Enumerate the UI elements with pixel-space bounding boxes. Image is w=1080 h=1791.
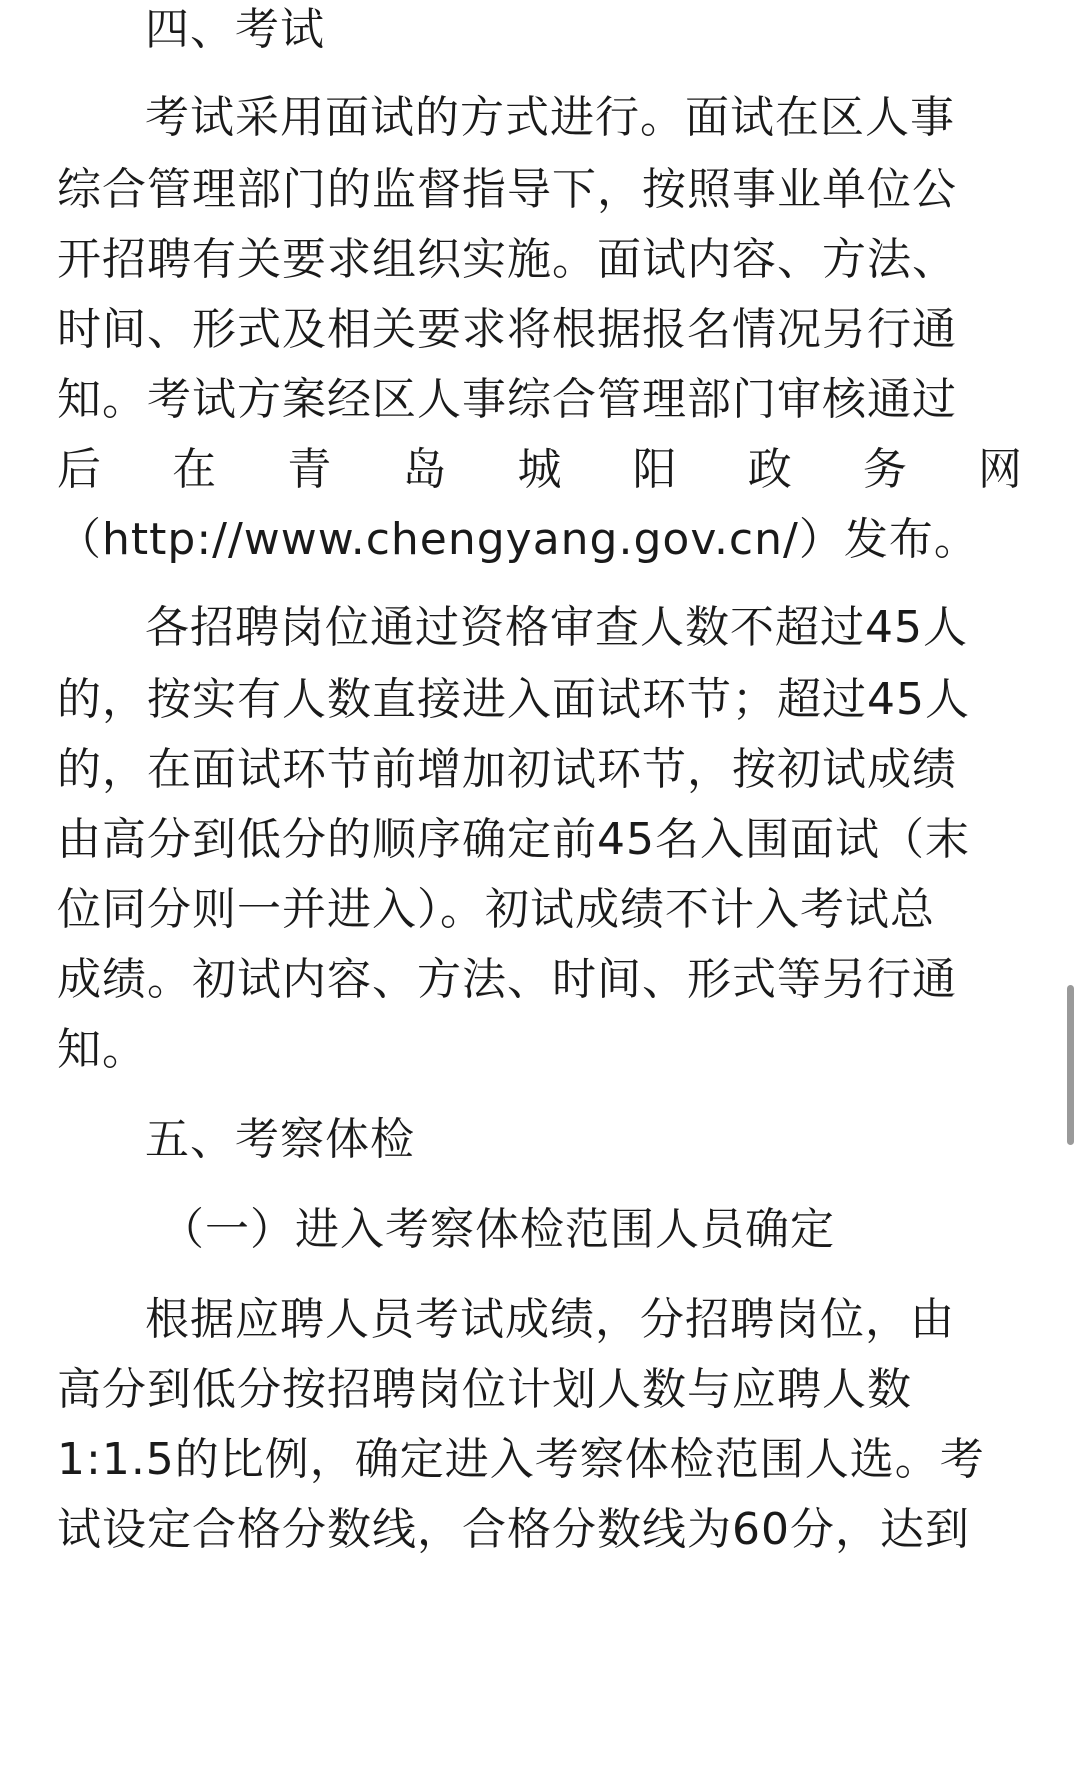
paragraph-line: 知。 <box>57 1024 147 1075</box>
paragraph-line: 时间、形式及相关要求将根据报名情况另行通 <box>57 304 957 355</box>
spread-char: 后 <box>57 444 102 495</box>
paragraph-line: 由高分到低分的顺序确定前45名入围面试（末 <box>57 814 970 865</box>
scrollbar-thumb[interactable] <box>1067 985 1074 1145</box>
subsection-heading: （一）进入考察体检范围人员确定 <box>160 1204 835 1255</box>
paragraph-line: 成绩。初试内容、方法、时间、形式等另行通 <box>57 954 957 1005</box>
paragraph-line: 根据应聘人员考试成绩，分招聘岗位，由 <box>145 1294 955 1345</box>
paragraph-line: 考试采用面试的方式进行。面试在区人事 <box>145 92 955 143</box>
spread-char: 政 <box>747 444 793 495</box>
paragraph-line: 的，按实有人数直接进入面试环节；超过45人 <box>57 674 970 725</box>
paragraph-line-url: （http://www.chengyang.gov.cn/）发布。 <box>57 514 979 565</box>
spread-char: 在 <box>172 444 218 495</box>
paragraph-line: 知。考试方案经区人事综合管理部门审核通过 <box>57 374 957 425</box>
paragraph-line: 的，在面试环节前增加初试环节，按初试成绩 <box>57 744 957 795</box>
paragraph-line-spread <box>57 442 1023 498</box>
spread-char: 城 <box>517 444 563 495</box>
spread-char: 阳 <box>632 444 678 495</box>
spread-char: 岛 <box>402 444 448 495</box>
paragraph-line: 开招聘有关要求组织实施。面试内容、方法、 <box>57 234 957 285</box>
paragraph-line: 试设定合格分数线，合格分数线为60分，达到 <box>57 1504 970 1555</box>
spread-char: 青 <box>287 444 333 495</box>
spread-char: 网 <box>978 444 1023 495</box>
paragraph-line: 高分到低分按招聘岗位计划人数与应聘人数 <box>57 1364 912 1415</box>
paragraph-line: 1:1.5的比例，确定进入考察体检范围人选。考 <box>57 1434 985 1485</box>
paragraph-line: 综合管理部门的监督指导下，按照事业单位公 <box>57 164 957 215</box>
paragraph-line: 位同分则一并进入）。初试成绩不计入考试总 <box>57 884 935 935</box>
section-heading-exam: 四、考试 <box>145 4 325 55</box>
paragraph-line: 各招聘岗位通过资格审查人数不超过45人 <box>145 602 968 653</box>
spread-char: 务 <box>862 444 908 495</box>
section-heading-inspection: 五、考察体检 <box>145 1114 415 1165</box>
